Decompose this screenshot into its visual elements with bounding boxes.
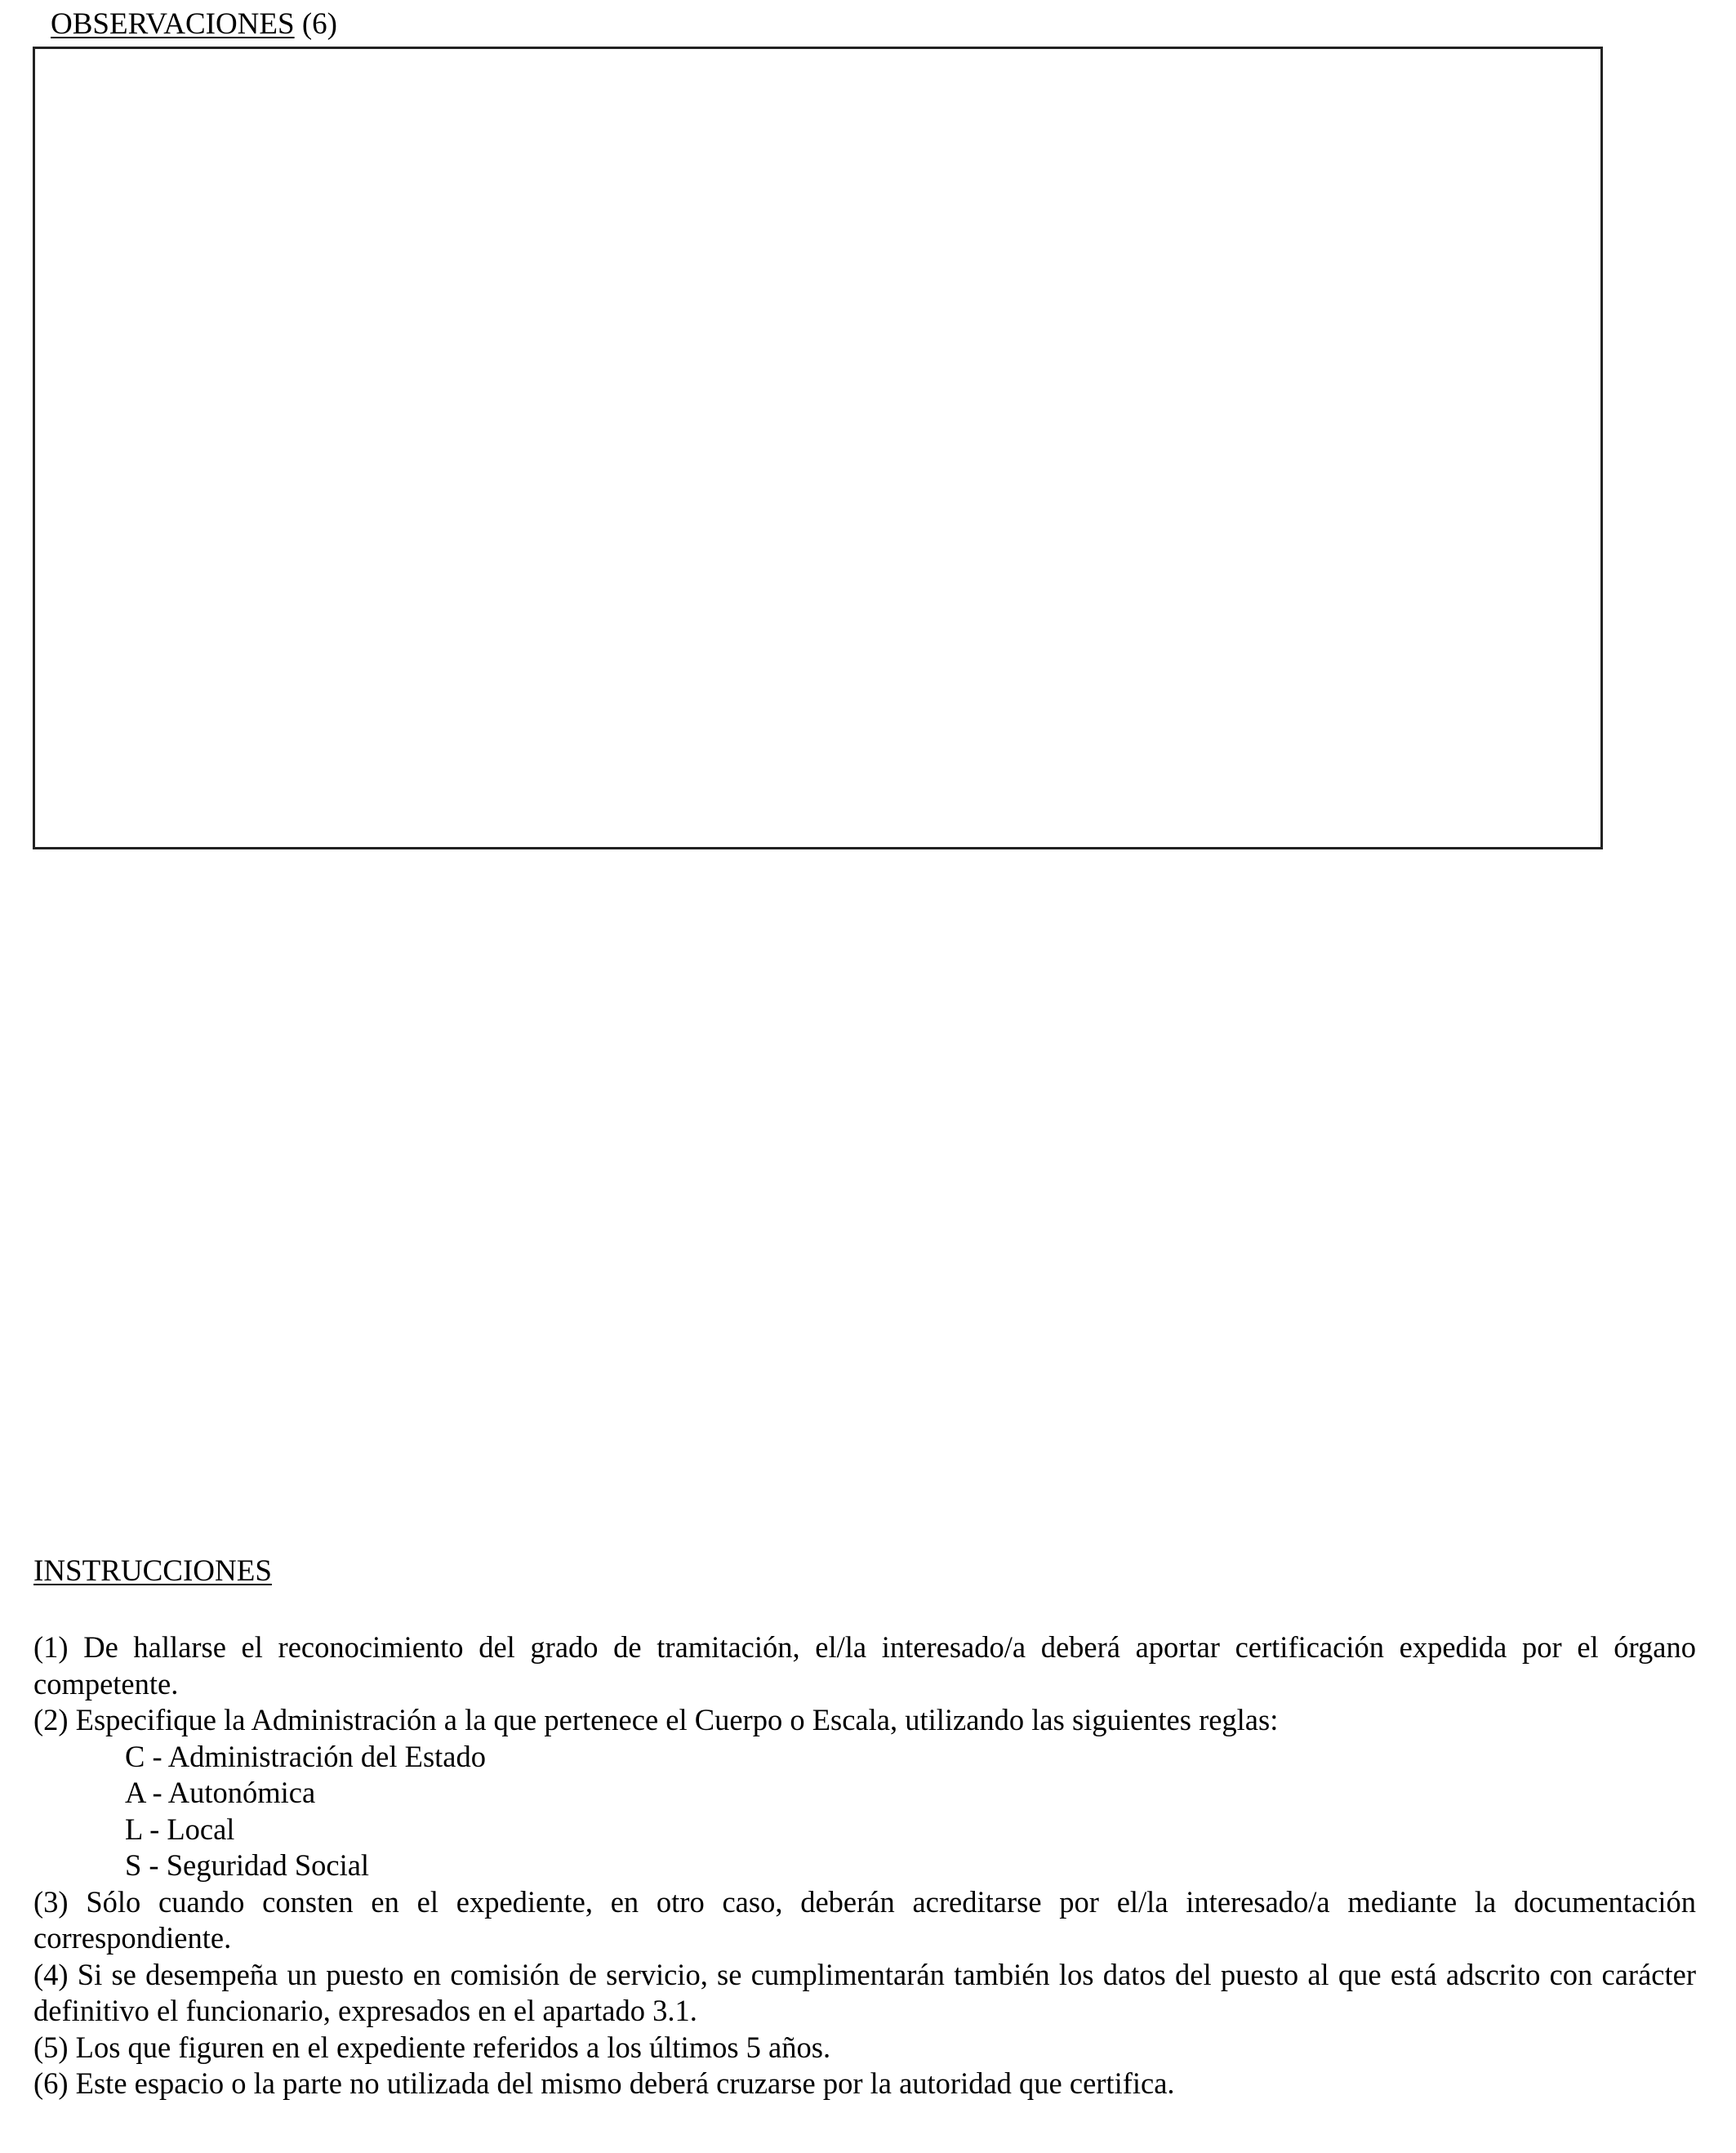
instruccion-3: (3) Sólo cuando consten en el expediente, en otro caso, deberán acreditarse por el/la interesado/a mediante la documentación correspondiente.	[33, 1884, 1696, 1955]
regla-s: S - Seguridad Social	[125, 1848, 370, 1882]
regla-l: L - Local	[125, 1812, 235, 1846]
instrucciones-title: INSTRUCCIONES	[33, 1554, 272, 1588]
instrucciones-list	[33, 1629, 1696, 2102]
instruccion-2: (2) Especifique la Administración a la que pertenece el Cuerpo o Escala, utilizando las siguientes reglas:	[33, 1703, 1279, 1736]
observaciones-note: (6)	[294, 7, 337, 41]
instruccion-4: (4) Si se desempeña un puesto en comisión de servicio, se cumplimentarán también los datos del puesto al que está adscrito con carácter definitivo el funcionario, expresados en el apartado 3.1.	[33, 1957, 1696, 2027]
regla-a: A - Autonómica	[125, 1776, 316, 1809]
instruccion-6: (6) Este espacio o la parte no utilizada del mismo deberá cruzarse por la autoridad que certifica.	[33, 2066, 1175, 2100]
instruccion-1: (1) De hallarse el reconocimiento del grado de tramitación, el/la interesado/a deberá aportar certificación expedida por el órgano competente.	[33, 1630, 1696, 1701]
instruccion-5: (5) Los que figuren en el expediente referidos a los últimos 5 años.	[33, 2030, 831, 2064]
regla-c: C - Administración del Estado	[125, 1739, 486, 1773]
observaciones-box[interactable]	[33, 47, 1603, 849]
observaciones-title: OBSERVACIONES	[51, 7, 295, 41]
observaciones-heading	[51, 7, 337, 42]
